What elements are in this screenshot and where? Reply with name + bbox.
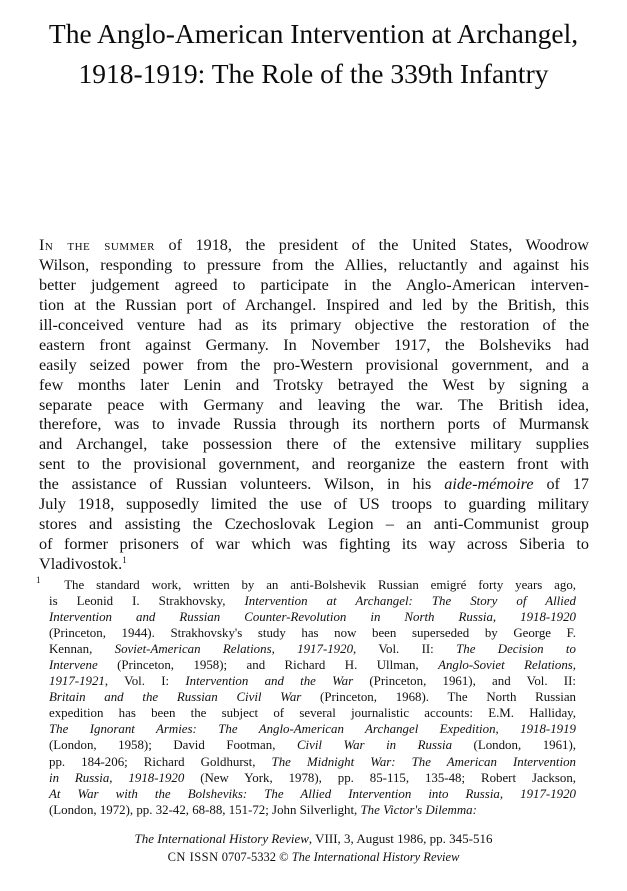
journal-footer: [0, 829, 627, 867]
body-line: In the summer of 1918, the president of the United States, Woodrow: [39, 236, 589, 254]
title-line-1: The Anglo-American Intervention at Archangel,: [48, 18, 579, 49]
body-line: ill-conceived venture had as its primary objective the restoration of the: [39, 315, 589, 334]
footnote-line: Kennan, Soviet-American Relations, 1917-1920, Vol. II: The Decision to: [49, 642, 576, 657]
footnote: [36, 575, 577, 818]
lead-smallcaps: In the summer: [39, 236, 155, 254]
body-paragraph: [39, 236, 589, 575]
issn-line: CN ISSN 0707-5332 © The International History Review: [167, 850, 460, 864]
body-line: the assistance of Russian volunteers. Wilson, in his aide-mémoire of 17: [39, 475, 590, 494]
body-line: better judgement agreed to participate in the Anglo-American interven-: [39, 275, 589, 294]
body-line: Wilson, responding to pressure from the Allies, reluctantly and against his: [39, 255, 589, 274]
body-line: sent to the provisional government, and reorganize the eastern front with: [39, 455, 589, 474]
body-line: of former prisoners of war which was fighting its way across Siberia to: [39, 535, 589, 554]
aide-memoire-term: aide-mémoire: [444, 475, 534, 494]
body-line: therefore, was to invade Russia through its northern ports of Murmansk: [39, 415, 589, 434]
article-title: [0, 14, 627, 94]
footnote-line: Intervention and Russian Counter-Revolution in North Russia, 1918-1920: [49, 610, 576, 625]
footnote-line: pp. 184-206; Richard Goldhurst, The Midnight War: The American Intervention: [49, 754, 576, 769]
footnote-line: Britain and the Russian Civil War (Princeton, 1968). The North Russian: [49, 690, 576, 705]
journal-name: The International History Review: [134, 831, 309, 846]
footnote-line: At War with the Bolsheviks: The Allied Intervention into Russia, 1917-1920: [49, 786, 576, 801]
footnote-line: (Princeton, 1944). Strakhovsky's study has now been superseded by George F.: [49, 626, 576, 641]
footnote-line: is Leonid I. Strakhovsky, Intervention at Archangel: The Story of Allied: [49, 594, 577, 609]
footnote-line: $^1$ The standard work, written by an anti-Bolshevik Russian emigré forty years ago,: [36, 575, 576, 592]
body-line: stores and assisting the Czechoslovak Legion – an anti-Communist group: [39, 515, 589, 534]
body-line: July 1918, supposedly limited the use of US troops to guarding military: [39, 495, 589, 514]
footnote-reference[interactable]: 1: [122, 555, 127, 565]
body-line: separate peace with Germany and leaving the war. The British idea,: [39, 395, 589, 414]
body-line: tion at the Russian port of Archangel. Inspired and led by the British, this: [39, 295, 589, 314]
body-line: easily seized power from the pro-Western provisional government, and a: [39, 355, 589, 374]
footnote-line: The Ignorant Armies: The Anglo-American Archangel Expedition, 1918-1919: [49, 722, 576, 737]
copyright-holder: The International History Review: [291, 850, 460, 864]
footnote-line: expedition has been the subject of several journalistic accounts: E.M. Halliday,: [49, 706, 576, 721]
body-line: and Archangel, take possession there of the extensive military supplies: [39, 435, 589, 454]
footnote-line: 1917-1921, Vol. I: Intervention and the War (Princeton, 1961), and Vol. II:: [49, 674, 576, 689]
footnote-line: (London, 1972), pp. 32-42, 68-88, 151-72; John Silverlight, The Victor's Dilemma:: [49, 802, 477, 817]
footnote-line: Intervene (Princeton, 1958); and Richard H. Ullman, Anglo-Soviet Relations,: [49, 658, 576, 673]
citation-line: The International History Review, VIII, 3, August 1986, pp. 345-516: [134, 831, 493, 846]
footnote-number: 1: [36, 575, 41, 585]
body-line: few months later Lenin and Trotsky betrayed the West by signing a: [39, 375, 589, 394]
footnote-line: in Russia, 1918-1920 (New York, 1978), pp. 85-115, 135-48; Robert Jackson,: [49, 770, 576, 785]
body-line: eastern front against Germany. In November 1917, the Bolsheviks had: [39, 335, 589, 354]
title-line-2: 1918-1919: The Role of the 339th Infantry: [78, 58, 549, 89]
body-line: Vladivostok.$^1$: [39, 555, 127, 573]
footnote-line: (London, 1958); David Footman, Civil War in Russia (London, 1961),: [49, 738, 577, 753]
